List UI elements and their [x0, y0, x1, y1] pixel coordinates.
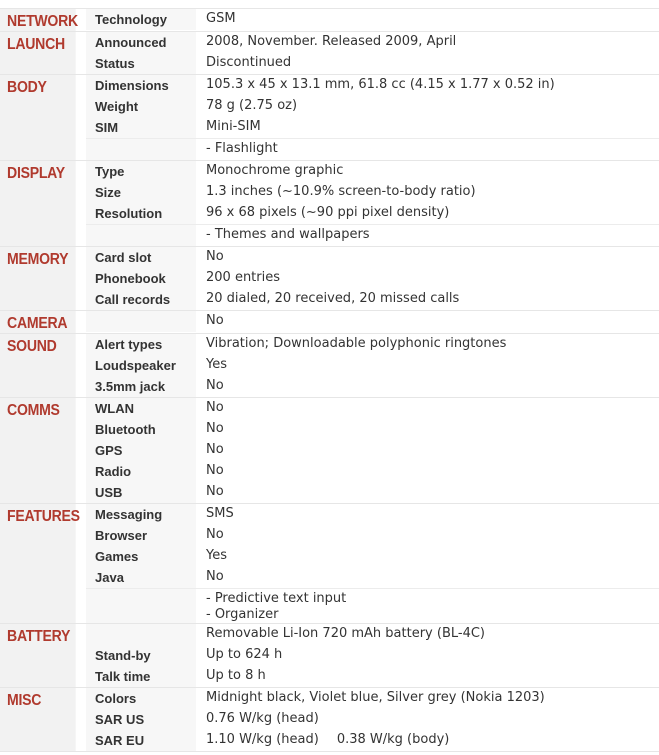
spec-sheet [0, 8, 659, 752]
spec-group-network [0, 8, 659, 31]
spec-row [86, 355, 659, 376]
spec-label[interactable]: Technology [86, 9, 196, 30]
spec-value: Yes [206, 357, 227, 372]
spec-group-title[interactable]: LAUNCH [0, 32, 76, 74]
spec-value: SMS [206, 506, 234, 521]
spec-label[interactable]: Loudspeaker [86, 355, 196, 376]
spec-label[interactable]: Messaging [86, 504, 196, 525]
spec-row [86, 247, 659, 268]
spec-label[interactable]: Type [86, 161, 196, 182]
spec-label[interactable]: Bluetooth [86, 419, 196, 440]
spec-value: - Themes and wallpapers [206, 227, 370, 242]
spec-label[interactable]: Weight [86, 96, 196, 117]
spec-group-sound [0, 333, 659, 397]
spec-value: 2008, November. Released 2009, April [206, 34, 457, 49]
spec-value: 0.76 W/kg (head) [206, 711, 319, 726]
spec-row [86, 688, 659, 709]
spec-row [86, 311, 659, 332]
spec-label[interactable]: SAR EU [86, 730, 196, 751]
spec-row [86, 75, 659, 96]
spec-value: Discontinued [206, 55, 292, 70]
spec-row [86, 461, 659, 482]
spec-group-title[interactable]: MEMORY [0, 247, 76, 310]
spec-label[interactable]: Radio [86, 461, 196, 482]
spec-row [86, 504, 659, 525]
spec-group-camera [0, 310, 659, 333]
spec-label[interactable]: SAR US [86, 709, 196, 730]
spec-row [86, 32, 659, 53]
spec-value-part: 1.10 W/kg (head) [206, 732, 319, 747]
spec-row [86, 419, 659, 440]
spec-row [86, 53, 659, 74]
spec-label[interactable]: Alert types [86, 334, 196, 355]
spec-group-misc [0, 687, 659, 752]
spec-value: - Flashlight [206, 141, 278, 156]
spec-label[interactable]: Games [86, 546, 196, 567]
spec-value: No [206, 569, 224, 584]
spec-row [86, 182, 659, 203]
spec-label[interactable]: Talk time [86, 666, 196, 687]
spec-label[interactable]: Call records [86, 289, 196, 310]
spec-label[interactable]: Phonebook [86, 268, 196, 289]
spec-row [86, 138, 659, 160]
spec-value: Monochrome graphic [206, 163, 344, 178]
spec-group-display [0, 160, 659, 246]
spec-value: 20 dialed, 20 received, 20 missed calls [206, 291, 460, 306]
spec-row [86, 546, 659, 567]
spec-label [86, 624, 196, 645]
spec-label[interactable]: Colors [86, 688, 196, 709]
spec-value: Removable Li-Ion 720 mAh battery (BL-4C) [206, 626, 485, 641]
spec-row [86, 9, 659, 30]
spec-group-title[interactable]: BODY [0, 75, 76, 160]
spec-value: 105.3 x 45 x 13.1 mm, 61.8 cc (4.15 x 1.77 x 0.52 in) [206, 77, 555, 92]
spec-value: No [206, 421, 224, 436]
spec-label[interactable]: Card slot [86, 247, 196, 268]
spec-value [196, 730, 659, 751]
spec-value: Vibration; Downloadable polyphonic ringtones [206, 336, 507, 351]
spec-row [86, 96, 659, 117]
spec-label[interactable]: Announced [86, 32, 196, 53]
spec-row [86, 376, 659, 397]
spec-value: Up to 624 h [206, 647, 283, 662]
spec-row [86, 525, 659, 546]
spec-value: No [206, 400, 224, 415]
spec-row [86, 398, 659, 419]
spec-group-battery [0, 623, 659, 687]
spec-row [86, 289, 659, 310]
spec-value: No [206, 442, 224, 457]
spec-value: No [206, 249, 224, 264]
spec-row [86, 203, 659, 224]
spec-group-features [0, 503, 659, 623]
spec-row [86, 730, 659, 751]
spec-value: GSM [206, 11, 236, 26]
spec-group-launch [0, 31, 659, 74]
spec-label[interactable]: Status [86, 53, 196, 74]
spec-row [86, 117, 659, 138]
spec-group-title[interactable]: CAMERA [0, 311, 76, 333]
spec-row [86, 666, 659, 687]
spec-row [86, 709, 659, 730]
spec-row [86, 224, 659, 246]
spec-label[interactable]: Java [86, 567, 196, 588]
spec-group-title[interactable]: MISC [0, 688, 76, 751]
spec-row [86, 161, 659, 182]
spec-label [86, 589, 196, 623]
spec-label[interactable]: SIM [86, 117, 196, 138]
spec-value: No [206, 313, 224, 328]
spec-label[interactable]: Resolution [86, 203, 196, 224]
spec-row [86, 440, 659, 461]
spec-row [86, 645, 659, 666]
spec-label[interactable]: 3.5mm jack [86, 376, 196, 397]
spec-value: No [206, 527, 224, 542]
spec-group-title[interactable]: COMMS [0, 398, 76, 503]
spec-label[interactable]: Size [86, 182, 196, 203]
spec-value: 1.3 inches (~10.9% screen-to-body ratio) [206, 184, 476, 199]
spec-label[interactable]: Browser [86, 525, 196, 546]
spec-label[interactable]: Dimensions [86, 75, 196, 96]
spec-label[interactable]: Stand-by [86, 645, 196, 666]
spec-value: No [206, 463, 224, 478]
spec-row [86, 334, 659, 355]
spec-row [86, 567, 659, 588]
spec-group-title[interactable]: SOUND [0, 334, 76, 397]
spec-value: - Predictive text input - Organizer [206, 591, 347, 622]
spec-label [86, 225, 196, 246]
spec-value: Midnight black, Violet blue, Silver grey (Nokia 1203) [206, 690, 545, 705]
spec-group-memory [0, 246, 659, 310]
spec-group-title[interactable]: DISPLAY [0, 161, 76, 246]
spec-label[interactable]: GPS [86, 440, 196, 461]
spec-group-title[interactable]: BATTERY [0, 624, 76, 687]
spec-value: 200 entries [206, 270, 281, 285]
spec-row [86, 268, 659, 289]
spec-value: 96 x 68 pixels (~90 ppi pixel density) [206, 205, 450, 220]
spec-label[interactable]: USB [86, 482, 196, 503]
spec-group-comms [0, 397, 659, 503]
spec-value: 78 g (2.75 oz) [206, 98, 298, 113]
spec-group-title[interactable]: NETWORK [0, 9, 76, 31]
spec-row [86, 624, 659, 645]
spec-value-part: 0.38 W/kg (body) [336, 732, 450, 747]
spec-value: No [206, 484, 224, 499]
spec-label[interactable]: WLAN [86, 398, 196, 419]
spec-label [86, 139, 196, 160]
spec-group-title[interactable]: FEATURES [0, 504, 76, 623]
spec-value: No [206, 378, 224, 393]
spec-value: Up to 8 h [206, 668, 266, 683]
spec-row [86, 588, 659, 623]
spec-group-body [0, 74, 659, 160]
spec-label [86, 311, 196, 332]
spec-value: Mini-SIM [206, 119, 261, 134]
spec-row [86, 482, 659, 503]
spec-value: Yes [206, 548, 227, 563]
